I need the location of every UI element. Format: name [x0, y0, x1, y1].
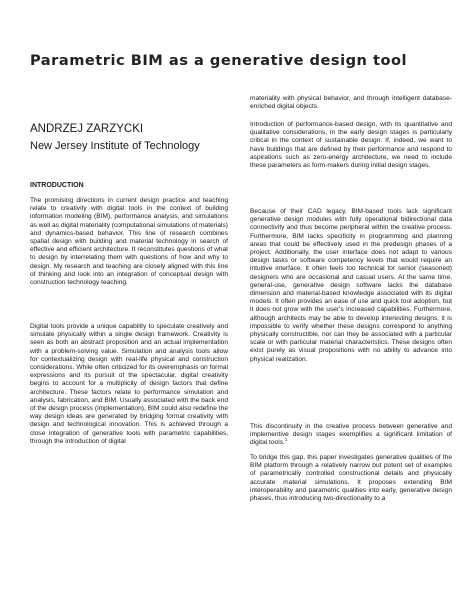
- author-name: ANDRZEJ ZARZYCKI: [30, 123, 144, 135]
- right-paragraph-2: Introduction of performance-based design, with its quantitative and qualitative considerations, in the early design stages is particularly critical in the context of sustainable design. If, indeed, we want to have buildings that are defined by their performance and respond to aspirations such as zero-energy architecture, we need to include these parameters as form-makers during initial design stages.: [250, 121, 452, 170]
- left-paragraph-1: The promising directions in current design practice and teaching relate to creativity with digital tools in the context of building information modeling (BIM), performance analysis, and simulations as well as digital materiality (computational simulations of materials) and dynamics-based behavior. This line of research combines spatial design with building and material technology in search of effective and efficient architecture. It reconstitutes questions of what to design by interrelating them with questions of how and why to design. My research and teaching are closely aligned with this line of thinking and look into an integration of conceptual design with construction technology teaching.: [30, 197, 228, 287]
- author-affiliation: New Jersey Institute of Technology: [30, 140, 200, 152]
- right-paragraph-3: Because of their CAD legacy, BIM-based tools lack significant generative design modules with fully operational bidirectional data connectivity and thus become peripheral within the creative process. Furthermore, BIM lacks specificity in programming and planning areas that could be effectively used in the predesign phases of a project. Additionally, the user interface does not adapt to various design tasks or software competency levels that would require an intuitive interface. It often feels too technical for senior (seasoned) designers who are occasional and casual users. At the same time, general-use, generative design software lacks the database dimension and material-based knowledge associated with its digital models. It often provides an ease of use and quick tool adoption, but it does not grow with the user's increased capabilities. Furthermore, although architects may be able to develop interesting designs, it is impossible to verify whether these designs correspond to anything physically constructible, nor can they be associated with a particular scale or with particular material characteristics. These designs often exist purely as visual propositions with no ability to advance into physical realization.: [250, 208, 452, 363]
- section-heading-introduction: INTRODUCTION: [30, 182, 84, 189]
- footnote-marker: 1: [284, 437, 288, 443]
- right-paragraph-4-text: This discontinuity in the creative process between generative and implementive design stages exemplifies a significant limitation of digital tools.: [250, 423, 452, 447]
- right-paragraph-4: [250, 423, 452, 448]
- right-paragraph-1: materiality with physical behavior, and through intelligent database-enriched digital objects.: [250, 95, 452, 111]
- left-paragraph-2: Digital tools provide a unique capability to speculate creatively and simulate physically within a single design framework. Creativity is seen as both an abstract proposition and an actual implementation with a problem-solving value. Simulation and analysis tools allow for contextualizing design with real-life physical and construction considerations. While often criticized for its overemphasis on formal expressions and its pursuit of the spectacular, digital creativity begins to account for a multiplicity of design factors that define architecture. These factors relate to performance simulation and analysis, fabrication, and BIM. Usually associated with the back end of the design process (implementation), BIM could also redefine the way design ideas are generated by bridging formal creativity with design and technological innovation. This is achieved through a close integration of generative tools with parametric capabilities, through the introduction of digital: [30, 323, 228, 445]
- right-paragraph-5: To bridge this gap, this paper investigates generative qualities of the BIM platform through a relatively narrow but potent set of examples of parametrically controlled constructional details and physically accurate material simulations. It proposes extending BIM interoperability and parametric qualities into early, generative design phases, thus introducing two-directionality to a: [250, 454, 452, 503]
- paper-title: Parametric BIM as a generative design tool: [30, 52, 408, 69]
